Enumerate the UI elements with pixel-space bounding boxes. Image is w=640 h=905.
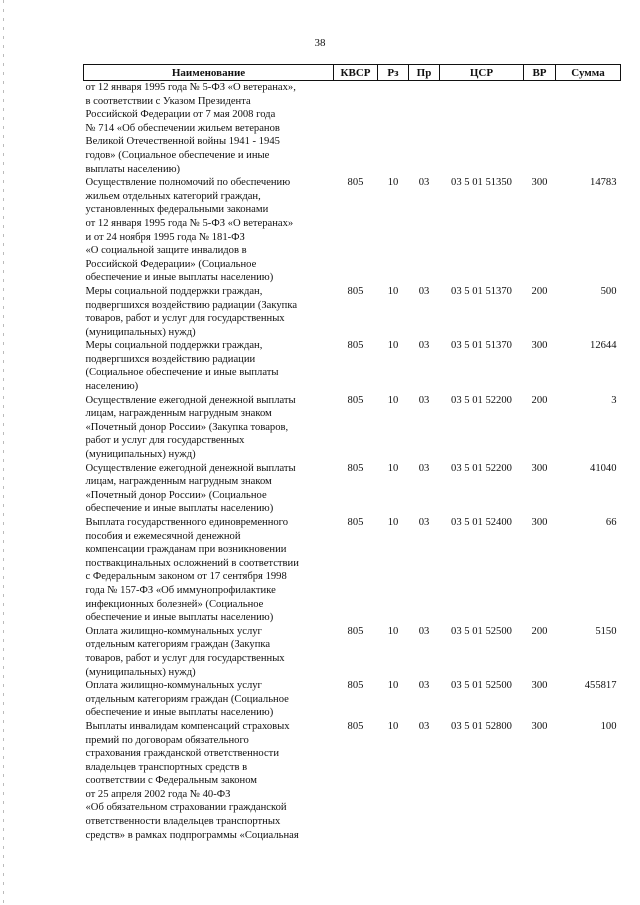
cell-kvsr: 805 <box>347 462 364 474</box>
name-line: установленных федеральными законами <box>85 204 269 216</box>
cell-rz: 10 <box>387 720 399 732</box>
cell-vr: 300 <box>531 720 548 732</box>
name-line: обеспечение и иные выплаты населению) <box>85 612 274 624</box>
name-line: пособия и ежемесячной денежной <box>85 530 241 542</box>
cell-vr: 200 <box>531 394 548 406</box>
name-line: Оплата жилищно-коммунальных услуг <box>85 625 262 637</box>
cell-pr: 03 <box>418 517 430 528</box>
cell-csr <box>440 81 524 177</box>
name-line: поствакцинальных осложнений в соответствии <box>85 557 299 569</box>
name-line: (муниципальных) нужд) <box>85 326 196 338</box>
cell-sum: 14783 <box>590 177 617 189</box>
cell-sum: 5150 <box>595 625 617 637</box>
name-line: обеспечение и иные выплаты населению) <box>85 707 274 719</box>
name-line: Оплата жилищно-коммунальных услуг <box>85 680 262 692</box>
name-line: Меры социальной поддержки граждан, <box>85 340 263 352</box>
cell-pr: 03 <box>418 340 430 352</box>
name-line: премий по договорам обязательного <box>85 734 249 746</box>
cell-name <box>84 462 334 516</box>
cell-rz: 10 <box>387 680 399 692</box>
name-line: подвергшихся воздействию радиации <box>85 353 256 365</box>
name-line: лицам, награжденным нагрудным знаком <box>85 408 272 420</box>
cell-kvsr: 805 <box>347 285 364 297</box>
cell-rz: 10 <box>387 285 399 297</box>
name-line: ответственности владельцев транспортных <box>85 816 281 828</box>
name-line: № 714 «Об обеспечении жильем ветеранов <box>85 122 280 134</box>
cell-vr: 300 <box>531 462 548 474</box>
cell-name <box>84 720 334 842</box>
cell-pr: 03 <box>418 720 430 732</box>
name-line: Выплаты инвалидам компенсаций страховых <box>85 720 290 732</box>
cell-pr <box>409 81 440 177</box>
page-number: 38 <box>314 37 326 49</box>
cell-csr: 03 5 01 51370 <box>451 340 512 352</box>
cell-rz: 10 <box>387 340 399 352</box>
cell-name <box>84 339 334 393</box>
column-header-rz: Рз <box>378 65 409 81</box>
cell-name <box>84 625 334 679</box>
cell-pr: 03 <box>418 177 430 189</box>
cell-csr: 03 5 01 52500 <box>451 625 512 637</box>
name-line: владельцев транспортных средств в <box>85 761 248 773</box>
column-header-vr: ВР <box>524 65 556 81</box>
column-header-sum: Сумма <box>556 65 621 81</box>
name-line: товаров, работ и услуг для государственных <box>85 313 285 325</box>
name-line: инфекционных болезней» (Социальное <box>85 598 264 610</box>
cell-rz: 10 <box>387 462 399 474</box>
name-line: (муниципальных) нужд) <box>85 666 196 678</box>
cell-csr: 03 5 01 52200 <box>451 462 512 474</box>
cell-vr: 300 <box>531 177 548 189</box>
table-row <box>84 339 621 393</box>
name-line: населению) <box>85 381 139 393</box>
budget-table <box>83 64 621 842</box>
cell-csr: 03 5 01 52500 <box>451 680 512 692</box>
name-line: и от 24 ноября 1995 года № 181-ФЗ <box>85 231 245 243</box>
cell-pr: 03 <box>418 680 430 692</box>
cell-sum: 100 <box>600 720 617 732</box>
cell-name <box>84 516 334 625</box>
cell-name <box>84 176 334 285</box>
name-line: «Почетный донор России» (Закупка товаров, <box>85 421 289 433</box>
name-line: годов» (Социальное обеспечение и иные <box>85 149 270 161</box>
column-header-kvsr: КВСР <box>334 65 378 81</box>
table-body <box>84 81 621 843</box>
name-line: Меры социальной поддержки граждан, <box>85 285 263 297</box>
name-line: с Федеральным законом от 17 сентября 1998 <box>85 571 287 583</box>
name-line: (Социальное обеспечение и иные выплаты <box>85 367 279 379</box>
cell-pr: 03 <box>418 394 430 406</box>
name-line: года № 157-ФЗ «Об иммунопрофилактике <box>85 584 276 596</box>
name-line: обеспечение и иные выплаты населению) <box>85 503 274 515</box>
cell-rz: 10 <box>387 394 399 406</box>
name-line: работ и услуг для государственных <box>85 435 245 447</box>
table-row <box>84 720 621 842</box>
name-line: от 25 апреля 2002 года № 40-ФЗ <box>85 788 231 800</box>
name-line: подвергшихся воздействию радиации (Закупка <box>85 299 298 311</box>
table-row <box>84 285 621 339</box>
table-row <box>84 679 621 720</box>
table-header-row <box>84 65 621 81</box>
cell-kvsr: 805 <box>347 177 364 189</box>
name-line: (муниципальных) нужд) <box>85 449 196 461</box>
cell-kvsr: 805 <box>347 340 364 352</box>
name-line: товаров, работ и услуг для государственных <box>85 652 285 664</box>
cell-csr: 03 5 01 52200 <box>451 394 512 406</box>
name-line: Выплата государственного единовременного <box>85 517 289 528</box>
table-row <box>84 625 621 679</box>
name-line: жильем отдельных категорий граждан, <box>85 190 261 202</box>
name-line: от 12 января 1995 года № 5-ФЗ «О ветеранах», <box>85 82 296 93</box>
cell-sum <box>556 81 621 177</box>
cell-pr: 03 <box>418 625 430 637</box>
cell-sum: 3 <box>611 394 617 406</box>
name-line: Осуществление полномочий по обеспечению <box>85 177 291 189</box>
cell-sum: 41040 <box>590 462 617 474</box>
cell-sum: 12644 <box>590 340 617 352</box>
column-header-csr: ЦСР <box>440 65 524 81</box>
cell-vr: 300 <box>531 517 548 528</box>
cell-sum: 500 <box>600 285 617 297</box>
name-line: в соответствии с Указом Президента <box>85 95 251 107</box>
name-line: Великой Отечественной войны 1941 - 1945 <box>85 136 280 148</box>
cell-csr: 03 5 01 52400 <box>451 517 512 528</box>
cell-pr: 03 <box>418 462 430 474</box>
cell-sum: 455817 <box>584 680 617 692</box>
cell-csr: 03 5 01 52800 <box>451 720 512 732</box>
name-line: компенсации гражданам при возникновении <box>85 544 287 556</box>
cell-name <box>84 394 334 462</box>
cell-pr: 03 <box>418 285 430 297</box>
cell-kvsr <box>334 81 378 177</box>
name-line: страхования гражданской ответственности <box>85 748 279 760</box>
name-line: выплаты населению) <box>85 163 181 175</box>
cell-csr: 03 5 01 51350 <box>451 177 512 189</box>
cell-kvsr: 805 <box>347 720 364 732</box>
cell-rz: 10 <box>387 177 399 189</box>
scan-edge <box>3 0 4 905</box>
cell-vr: 200 <box>531 285 548 297</box>
cell-name <box>84 679 334 720</box>
cell-sum: 66 <box>605 517 617 528</box>
table-row <box>84 516 621 625</box>
cell-rz: 10 <box>387 625 399 637</box>
cell-kvsr: 805 <box>347 394 364 406</box>
cell-name <box>84 81 334 177</box>
table-row <box>84 176 621 285</box>
name-line: «О социальной защите инвалидов в <box>85 245 247 257</box>
cell-csr: 03 5 01 51370 <box>451 285 512 297</box>
table-row <box>84 394 621 462</box>
cell-vr <box>524 81 556 177</box>
table-row <box>84 81 621 177</box>
cell-kvsr: 805 <box>347 680 364 692</box>
cell-vr: 200 <box>531 625 548 637</box>
name-line: лицам, награжденным нагрудным знаком <box>85 476 272 488</box>
column-header-name: Наименование <box>84 65 334 81</box>
name-line: отдельным категориям граждан (Закупка <box>85 639 271 651</box>
name-line: от 12 января 1995 года № 5-ФЗ «О ветеранах» <box>85 217 294 229</box>
cell-vr: 300 <box>531 680 548 692</box>
cell-kvsr: 805 <box>347 517 364 528</box>
name-line: Российской Федерации от 7 мая 2008 года <box>85 109 276 121</box>
cell-rz <box>378 81 409 177</box>
table-row <box>84 462 621 516</box>
cell-vr: 300 <box>531 340 548 352</box>
name-line: Российской Федерации» (Социальное <box>85 258 257 270</box>
name-line: «Об обязательном страховании гражданской <box>85 802 287 814</box>
column-header-pr: Пр <box>409 65 440 81</box>
cell-rz: 10 <box>387 517 399 528</box>
name-line: Осуществление ежегодной денежной выплаты <box>85 394 296 406</box>
name-line: Осуществление ежегодной денежной выплаты <box>85 462 296 474</box>
cell-name <box>84 285 334 339</box>
name-line: средств» в рамках подпрограммы «Социальная <box>85 829 299 841</box>
name-line: отдельным категориям граждан (Социальное <box>85 693 289 705</box>
cell-kvsr: 805 <box>347 625 364 637</box>
name-line: соответствии с Федеральным законом <box>85 775 257 787</box>
name-line: «Почетный донор России» (Социальное <box>85 489 267 501</box>
name-line: обеспечение и иные выплаты населению) <box>85 272 274 284</box>
